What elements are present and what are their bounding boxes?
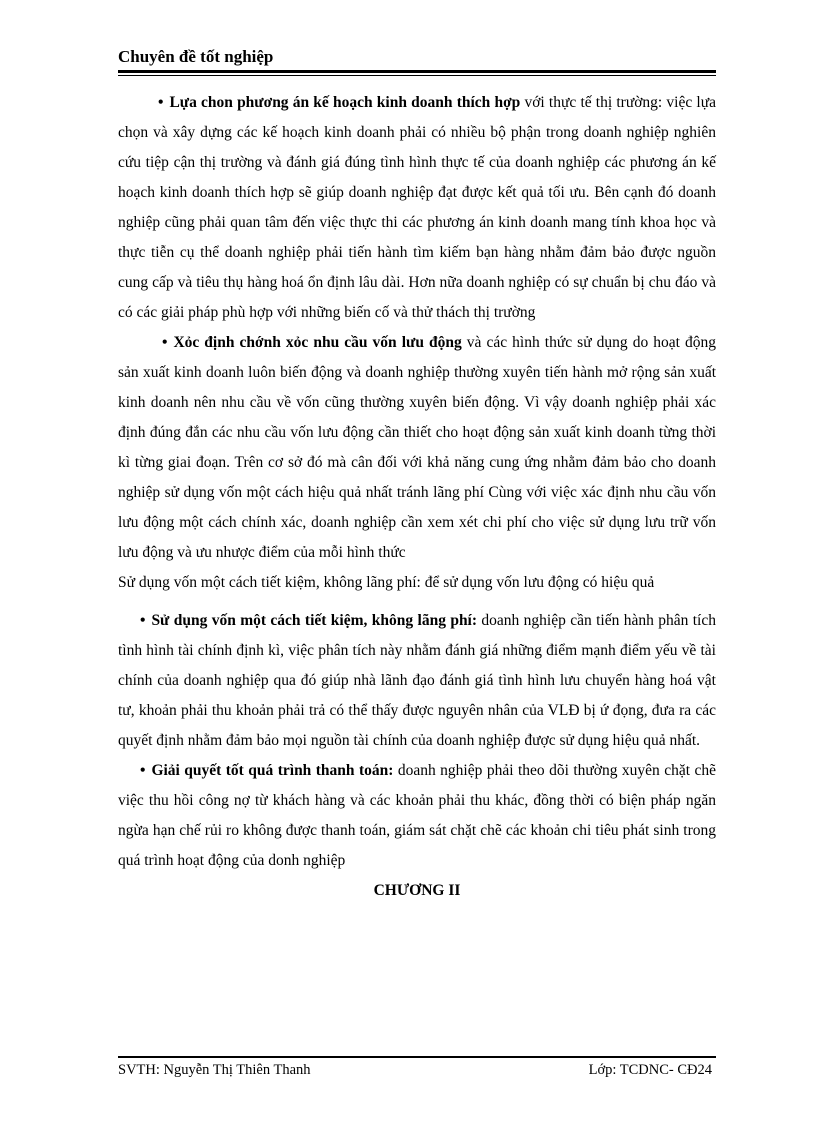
footer-rule [118, 1056, 716, 1058]
paragraph-1 [118, 88, 716, 328]
paragraph-3: Sử dụng vốn một cách tiết kiệm, không lãng phí: để sử dụng vốn lưu động có hiệu quả [118, 574, 655, 591]
paragraph-text: và các hình thức sử dụng do hoạt động sản xuất kinh doanh luôn biến động và doanh nghiệp thường xuyên tiến hành mở rộng sản xuất kinh doanh nên nhu cầu về vốn cũng thường xuyên biến động. Vì vậy doanh nghiệp phải xác định đúng đắn các nhu cầu vốn lưu động cần thiết cho hoạt động sản xuất kinh doanh từng thời kì từng giai đoạn. Trên cơ sở đó mà cân đối với khả năng cung ứng nhằm đảm bảo cho doanh nghiệp sử dụng vốn một cách hiệu quả nhất tránh lãng phí Cùng với việc xác định nhu cầu vốn lưu động một cách chính xác, doanh nghiệp cần xem xét chi phí cho việc sử dụng lưu trữ vốn lưu động và ưu nhược điểm của mỗi hình thức [118, 334, 716, 561]
paragraph-text: doanh nghiệp cần tiến hành phân tích tình hình tài chính định kì, việc phân tích này nhằm đánh giá những điểm mạnh điểm yếu về tài chính của doanh nghiệp qua đó giúp nhà lãnh đạo đánh giá tình hình lưu chuyển hàng hoá vật tư, khoản phải thu khoản phải trả có thể thấy được nguyên nhân của VLĐ bị ứ đọng, đưa ra các quyết định nhằm đảm bảo mọi nguồn tài chính của doanh nghiệp được sử dụng hiệu quả nhất. [118, 612, 716, 749]
footer-student: SVTH: Nguyễn Thị Thiên Thanh [118, 1062, 311, 1078]
bullet-icon: • [158, 94, 164, 111]
paragraph-2 [118, 328, 716, 568]
paragraph-heading: Giải quyết tốt quá trình thanh toán: [151, 762, 394, 779]
paragraph-5 [118, 756, 716, 876]
header-rule-thin [118, 75, 716, 76]
bullet-icon: • [162, 334, 168, 351]
document-body [118, 88, 716, 906]
page-header-title: Chuyên đề tốt nghiệp [118, 47, 274, 66]
bullet-icon: • [140, 762, 146, 779]
header-rule-thick [118, 70, 716, 73]
paragraph-text: doanh nghiệp phải theo dõi thường xuyên chặt chẽ việc thu hồi công nợ từ khách hàng và các khoản phải thu khác, đồng thời có biện pháp ngăn ngừa hạn chế rủi ro không được thanh toán, giám sát chặt chẽ các khoản chi tiêu phát sinh trong quá trình hoạt động của donh nghiệp [118, 762, 716, 869]
paragraph-4 [118, 606, 716, 756]
paragraph-heading: Lựa chon phương án kế hoạch kinh doanh thích hợp [169, 94, 521, 111]
paragraph-text: với thực tế thị trường: việc lựa chọn và xây dựng các kế hoạch kinh doanh phải có nhiều bộ phận trong doanh nghiệp nghiên cứu tiệp cận thị trường và đánh giá đúng tình hình thực tế của doanh nghiệp các phương án kế hoạch kinh doanh thích hợp sẽ giúp doanh nghiệp đạt được kết quả tối ưu. Bên cạnh đó doanh nghiệp cũng phải quan tâm đến việc thực thi các phương án kinh doanh mang tính khoa học và thực tiễn cụ thể doanh nghiệp phải tiến hành tìm kiếm bạn hàng nhằm đảm bảo được nguồn cung cấp và tiêu thụ hàng hoá ổn định lâu dài. Hơn nữa doanh nghiệp có sự chuẩn bị chu đáo và có các giải pháp phù hợp với những biến cố và thử thách thị trường [118, 94, 717, 321]
paragraph-heading: Xỏc định chớnh xỏc nhu cầu vốn lưu động [173, 334, 462, 351]
footer-class: Lớp: TCDNC- CĐ24 [588, 1062, 712, 1078]
paragraph-heading: Sử dụng vốn một cách tiết kiệm, không lãng phí: [151, 612, 478, 629]
bullet-icon: • [140, 612, 146, 629]
chapter-title: CHƯƠNG II [373, 882, 461, 899]
